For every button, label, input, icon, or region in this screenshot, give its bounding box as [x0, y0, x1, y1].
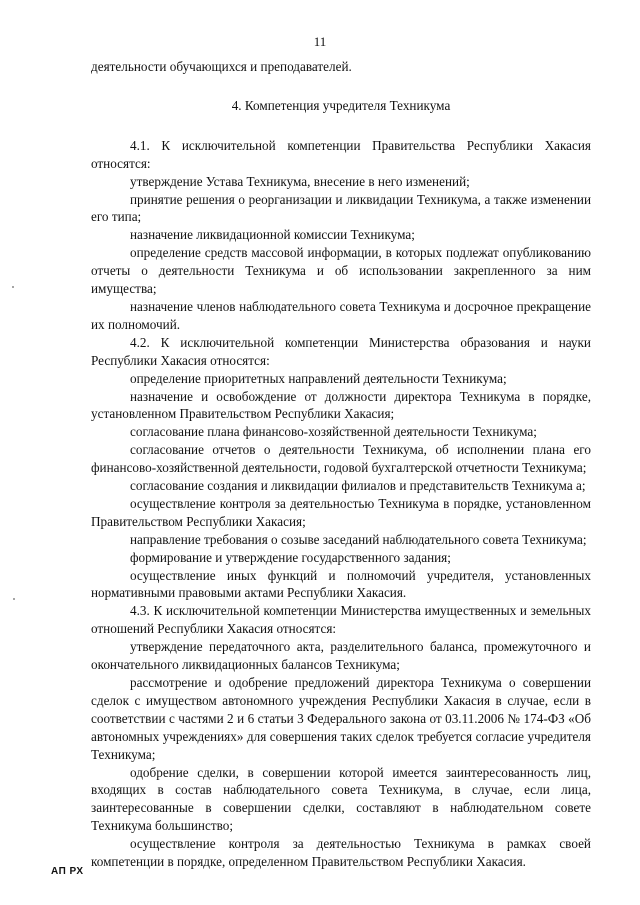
footer-mark: АП РХ	[51, 866, 84, 877]
intro-line: деятельности обучающихся и преподавателей.	[91, 59, 352, 74]
paragraph: направление требования о созыве заседаний наблюдательного совета Техникума;	[130, 531, 587, 547]
paragraph: определение средств массовой информации, в которых подлежат опубликованию отчеты о деятельности Техникума и об использовании закрепленного за ним имущества;	[91, 245, 591, 297]
paragraph: осуществление иных функций и полномочий учредителя, установленных нормативными правовыми актами Республики Хакасия.	[91, 567, 591, 601]
page-number: 11	[313, 34, 327, 49]
paragraph: согласование создания и ликвидации филиалов и представительств Техникума а;	[130, 478, 586, 494]
section-heading: 4. Компетенция учредителя Техникума	[231, 97, 451, 113]
paragraph: формирование и утверждение государственного задания;	[130, 549, 451, 565]
scan-speck	[12, 286, 14, 288]
paragraph: согласование отчетов о деятельности Техникума, об исполнении плана его финансово-хозяйственной деятельности, годовой бухгалтерской отчетности Техникума;	[91, 442, 591, 476]
paragraph: принятие решения о реорганизации и ликвидации Техникума, а также изменении его типа;	[91, 191, 591, 225]
paragraph: одобрение сделки, в совершении которой имеется заинтересованность лиц, входящих в состав наблюдательного совета Техникума, в случае, если лица, заинтересованные в совершении сделки, составляют в наблюдательном совете Техникума большинство;	[91, 764, 591, 834]
paragraph: 4.2. К исключительной компетенции Министерства образования и науки Республики Хакасия относятся:	[91, 334, 591, 368]
paragraph: согласование плана финансово-хозяйственной деятельности Техникума;	[130, 424, 537, 440]
paragraph: рассмотрение и одобрение предложений директора Техникума о совершении сделок с имуществом автономного учреждения Республики Хакасия в случае, если в соответствии с частями 2 и 6 статьи 3 Федерального закона от 03.11.2006 № 174-ФЗ «Об автономных учреждениях» для совершения таких сделок требуется согласие учредителя Техникума;	[91, 675, 591, 762]
paragraph: 4.1. К исключительной компетенции Правительства Республики Хакасия относятся:	[91, 137, 591, 171]
paragraph: осуществление контроля за деятельностью Техникума в порядке, установленном Правительством Республики Хакасия;	[91, 495, 591, 529]
paragraph: назначение членов наблюдательного совета Техникума и досрочное прекращение их полномочий.	[91, 298, 591, 332]
paragraph: назначение и освобождение от должности директора Техникума в порядке, установленном Правительством Республики Хакасия;	[91, 388, 591, 422]
paragraph: утверждение Устава Техникума, внесение в него изменений;	[130, 173, 470, 189]
scan-speck	[13, 598, 15, 600]
paragraph: назначение ликвидационной комиссии Техникума;	[130, 227, 415, 243]
paragraph: утверждение передаточного акта, разделительного баланса, промежуточного и окончательного ликвидационных балансов Техникума;	[91, 639, 591, 673]
paragraph: осуществление контроля за деятельностью Техникума в рамках своей компетенции в порядке, определенном Правительством Республики Хакасия.	[91, 836, 591, 870]
paragraph: определение приоритетных направлений деятельности Техникума;	[130, 370, 507, 386]
document-body	[91, 58, 591, 871]
paragraph: 4.3. К исключительной компетенции Министерства имущественных и земельных отношений Республики Хакасия относятся:	[91, 603, 591, 637]
